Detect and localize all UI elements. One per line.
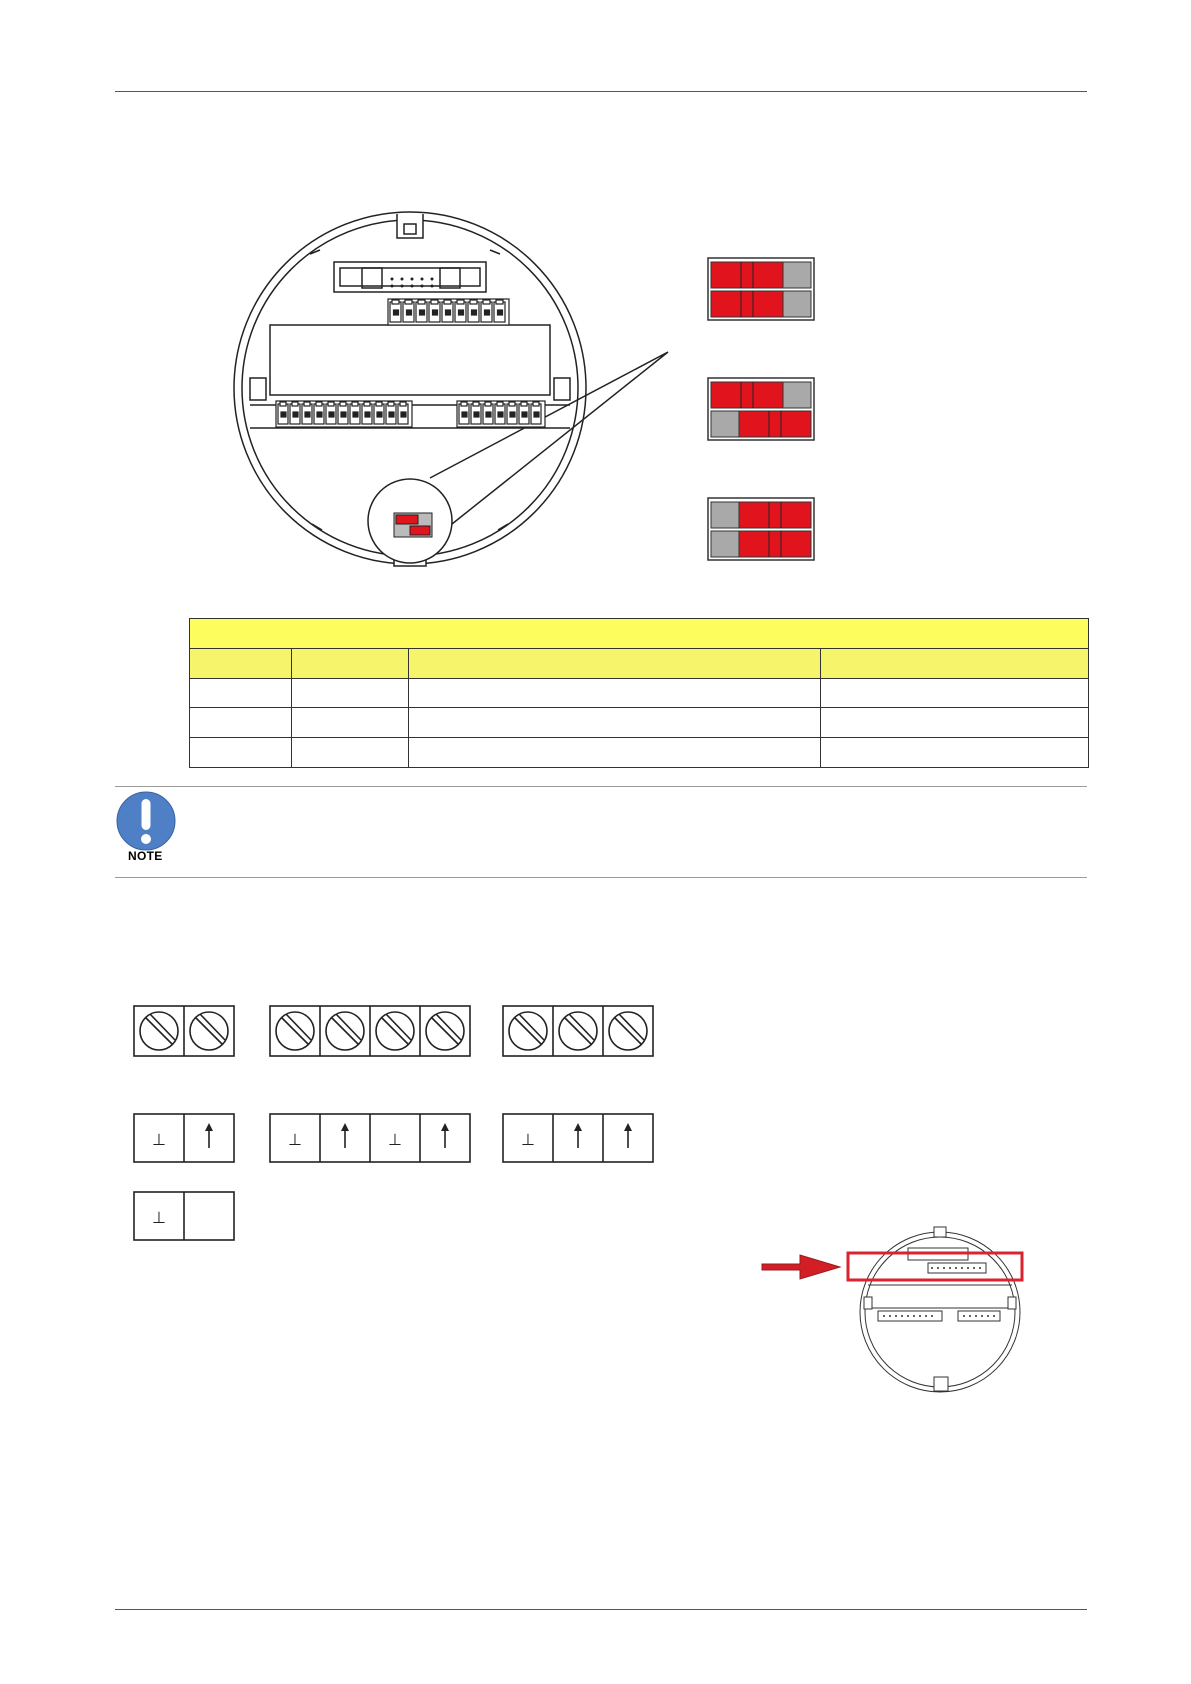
terminal-latch — [316, 402, 322, 406]
terminal-pin — [498, 412, 503, 417]
terminal-latch — [352, 402, 358, 406]
dip-switch-1 — [708, 258, 814, 320]
table-header-cell — [821, 648, 1089, 678]
table-row — [190, 678, 1089, 708]
note-bottom-rule — [115, 877, 1087, 878]
note-top-rule — [115, 786, 1087, 787]
terminal-pin — [293, 412, 298, 417]
terminal-pin — [462, 412, 467, 417]
dip-switch-settings — [708, 258, 828, 568]
footer-rule — [115, 1609, 1087, 1610]
terminal-latch — [405, 300, 412, 304]
dip-lever — [739, 411, 811, 437]
terminal-pin — [433, 310, 438, 315]
ground-icon: ⊥ — [388, 1130, 402, 1149]
ground-icon: ⊥ — [152, 1208, 166, 1227]
ground-icon: ⊥ — [152, 1130, 166, 1149]
terminal-latch — [473, 402, 479, 406]
terminal-latch — [533, 402, 539, 406]
terminal-pin — [420, 310, 425, 315]
terminal-latch — [431, 300, 438, 304]
terminal-latch — [470, 300, 477, 304]
terminal-pin — [394, 310, 399, 315]
terminal-pin — [485, 310, 490, 315]
terminal-latch — [364, 402, 370, 406]
switch-settings-table — [189, 618, 1089, 768]
terminal-blocks — [120, 990, 720, 1250]
table-header-cell — [409, 648, 821, 678]
terminal-latch — [485, 402, 491, 406]
note-label: NOTE — [128, 849, 163, 863]
terminal-pin — [498, 310, 503, 315]
terminal-pin — [459, 310, 464, 315]
terminal-latch — [461, 402, 467, 406]
terminal-latch — [400, 402, 406, 406]
terminal-latch — [521, 402, 527, 406]
terminal-pin — [510, 412, 515, 417]
terminal-pin — [317, 412, 322, 417]
terminal-pin — [389, 412, 394, 417]
terminal-pin — [305, 412, 310, 417]
dip-switch-3 — [708, 498, 814, 560]
terminal-pin — [472, 310, 477, 315]
terminal-strip-top — [388, 299, 509, 325]
terminal-latch — [328, 402, 334, 406]
terminal-latch — [292, 402, 298, 406]
dip-lever — [711, 382, 783, 408]
exclamation-icon — [115, 790, 177, 852]
terminal-latch — [483, 300, 490, 304]
dip-switch-small — [394, 513, 432, 537]
table-row — [190, 738, 1089, 768]
terminal-latch — [509, 402, 515, 406]
ground-icon: ⊥ — [288, 1130, 302, 1149]
terminal-pin — [534, 412, 539, 417]
dip-lever — [739, 531, 811, 557]
terminal-pin — [486, 412, 491, 417]
table-title-cell — [190, 619, 1089, 649]
terminal-pin — [522, 412, 527, 417]
terminal-pin — [377, 412, 382, 417]
terminal-latch — [376, 402, 382, 406]
ground-icon: ⊥ — [521, 1130, 535, 1149]
terminal-latch — [280, 402, 286, 406]
terminal-pin — [446, 310, 451, 315]
terminal-pin — [474, 412, 479, 417]
terminal-latch — [496, 300, 503, 304]
terminal-pin — [341, 412, 346, 417]
terminal-latch — [304, 402, 310, 406]
dip-lever — [711, 291, 783, 317]
table-header-cell — [190, 648, 292, 678]
terminal-latch — [392, 300, 399, 304]
arrow-right-icon — [762, 1255, 840, 1279]
table-title-row — [190, 619, 1089, 649]
terminal-latch — [340, 402, 346, 406]
dip-switch-2 — [708, 378, 814, 440]
terminal-strip-right — [457, 401, 545, 427]
terminal-latch — [497, 402, 503, 406]
dip-lever — [711, 262, 783, 288]
terminal-latch — [444, 300, 451, 304]
terminal-pin — [329, 412, 334, 417]
terminal-pin — [281, 412, 286, 417]
terminal-pin — [401, 412, 406, 417]
terminal-pin — [365, 412, 370, 417]
table-header-row — [190, 648, 1089, 678]
table-row — [190, 708, 1089, 738]
board-diagram — [0, 0, 1191, 600]
terminal-strip-left — [276, 401, 412, 427]
location-diagram — [760, 1225, 1040, 1395]
dip-lever — [739, 502, 811, 528]
table-header-cell — [292, 648, 409, 678]
terminal-pin — [353, 412, 358, 417]
terminal-latch — [388, 402, 394, 406]
terminal-latch — [418, 300, 425, 304]
terminal-latch — [457, 300, 464, 304]
terminal-pin — [407, 310, 412, 315]
